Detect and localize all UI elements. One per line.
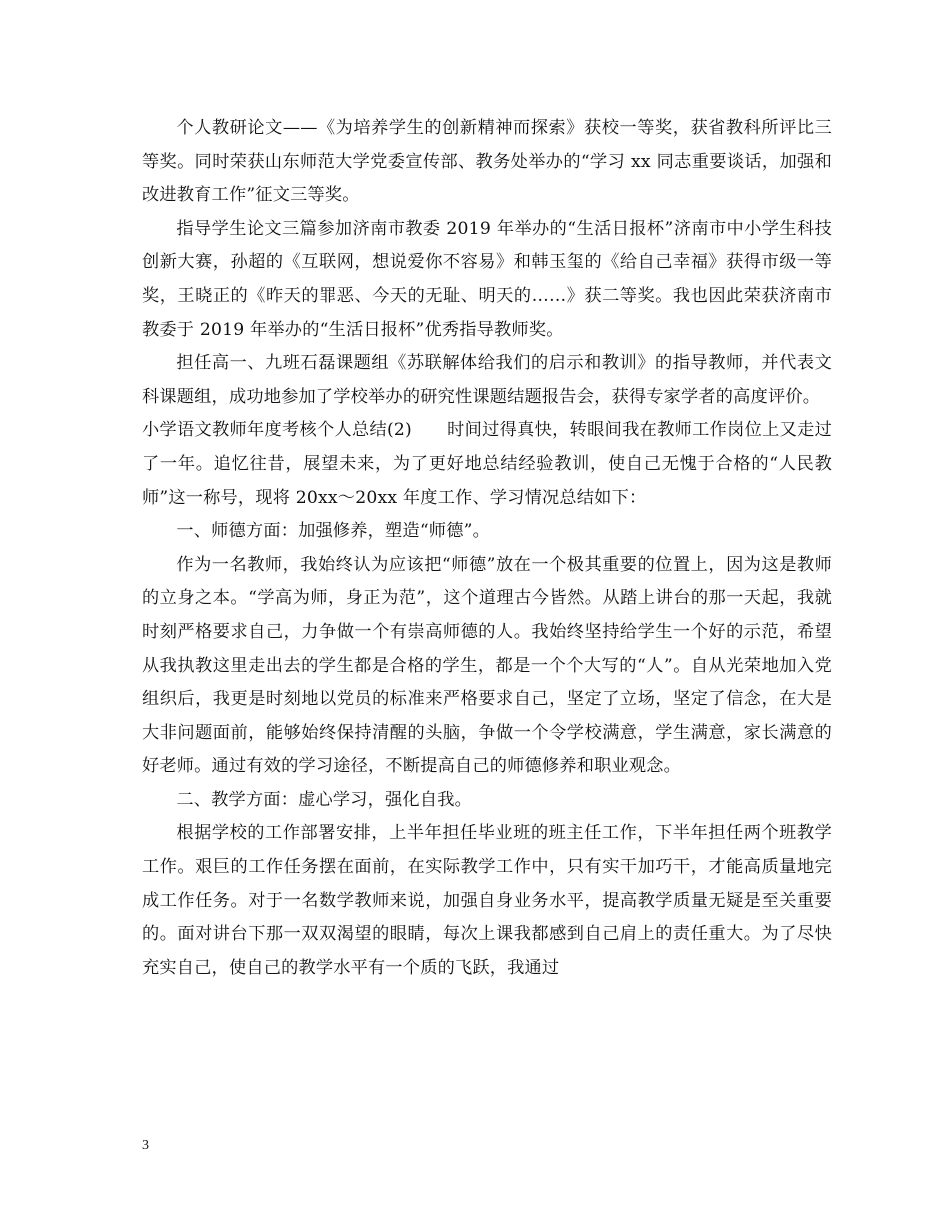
paragraph-ethics: 作为一名教师，我始终认为应该把“师德”放在一个极其重要的位置上，因为这是教师的立身之本。“学高为师，身正为范”，这个道理古今皆然。从踏上讲台的那一天起，我就时刻严格要求自己，力争做一个有崇高师德的人。我始终坚持给学生一个好的示范，希望从我执教这里走出去的学生都是合格的学生，都是一个个大写的“人”。自从光荣地加入党组织后，我更是时刻地以党员的标准来严格要求自己，坚定了立场，坚定了信念，在大是大非问题面前，能够始终保持清醒的头脑，争做一个令学校满意，学生满意，家长满意的好老师。通过有效的学习途径，不断提高自己的师德修养和职业观念。 bbox=[142, 554, 832, 777]
paragraph-teaching: 根据学校的工作部署安排，上半年担任毕业班的班主任工作，下半年担任两个班教学工作。艰巨的工作任务摆在面前，在实际教学工作中，只有实干加巧干，才能高质量地完成工作任务。对于一名数学教师来说，加强自身业务水平，提高教学质量无疑是至关重要的。面对讲台下那一双双渴望的眼睛，每次上课我都感到自己肩上的责任重大。为了尽快充实自己，使自己的教学水平有一个质的飞跃，我通过 bbox=[142, 823, 832, 978]
paragraph-summary-intro: 小学语文教师年度考核个人总结(2) 时间过得真快，转眼间我在教师工作岗位上又走过了一年。追忆往昔，展望未来，为了更好地总结经验教训，使自己无愧于合格的“人民教师”这一称号，现将 20xx～20xx 年度工作、学习情况总结如下： bbox=[142, 420, 832, 508]
paragraph-research-group: 担任高一、九班石磊课题组《苏联解体给我们的启示和教训》的指导教师，并代表文科课题组，成功地参加了学校举办的研究性课题结题报告会，获得专家学者的高度评价。 bbox=[142, 353, 832, 407]
document-body bbox=[142, 112, 832, 985]
page-number: 3 bbox=[142, 1138, 149, 1153]
paragraph-student-papers: 指导学生论文三篇参加济南市教委 2019 年举办的“生活日报杯”济南市中小学生科技创新大赛，孙超的《互联网，想说爱你不容易》和韩玉玺的《给自己幸福》获得市级一等奖，王晓正的《昨天的罪恶、今天的无耻、明天的……》获二等奖。我也因此荣获济南市教委于 2019 年举办的“生活日报杯”优秀指导教师奖。 bbox=[142, 218, 832, 340]
section-heading-teaching: 二、教学方面：虚心学习，强化自我。 bbox=[176, 789, 472, 810]
paragraph-research-paper: 个人教研论文——《为培养学生的创新精神而探索》获校一等奖，获省教科所评比三等奖。同时荣获山东师范大学党委宣传部、教务处举办的“学习 xx 同志重要谈话，加强和改进教育工作”征文三等奖。 bbox=[142, 118, 832, 206]
section-heading-ethics: 一、师德方面：加强修养，塑造“师德”。 bbox=[176, 521, 490, 542]
